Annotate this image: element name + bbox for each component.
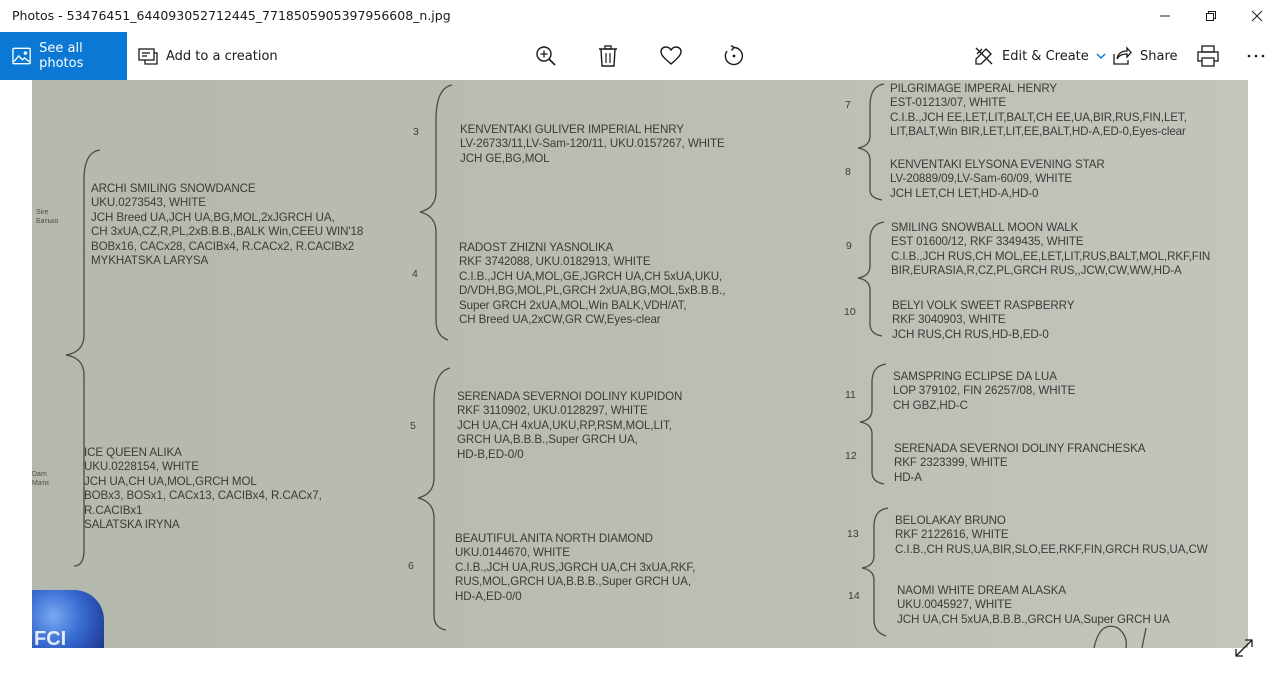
add-to-creation-icon <box>138 46 158 66</box>
entry-number: 6 <box>408 560 414 572</box>
entry-number: 8 <box>845 166 851 178</box>
close-icon <box>1251 10 1263 22</box>
more-options-button[interactable] <box>1242 42 1270 70</box>
delete-button[interactable] <box>594 42 622 70</box>
restore-icon <box>1205 10 1217 22</box>
great-grandparent-entry: SMILING SNOWBALL MOON WALK EST 01600/12, RKF 3349435, WHITE C.I.B.,JCH RUS,CH MOL,EE,LET,LIT,RUS,BALT,MOL,RKF,FIN BIR,EURASIA,R,CZ,PL,GRCH RUS,,JCW,CW,WW,HD-A <box>891 221 1211 278</box>
share-icon <box>1112 46 1132 66</box>
favorite-button[interactable] <box>657 42 685 70</box>
grandparent-entry: KENVENTAKI GULIVER IMPERIAL HENRY LV-26733/11,LV-Sam-120/11, UKU.0157267, WHITE JCH GE,BG,MOL <box>460 123 725 165</box>
expand-button[interactable] <box>1232 636 1256 660</box>
add-to-creation-button[interactable] <box>138 32 278 80</box>
entry-number: 5 <box>410 420 416 432</box>
great-grandparent-entry: SAMSPRING ECLIPSE DA LUA LOP 379102, FIN 26257/08, WHITE CH GBZ,HD-C <box>893 370 1076 412</box>
dam-side-label: Dam Мати <box>32 471 49 487</box>
sire-entry: ARCHI SMILING SNOWDANCE UKU.0273543, WHITE JCH Breed UA,JCH UA,BG,MOL,2xJGRCH UA, CH 3xUA,CZ,R,PL,2xB.B.B.,BALK Win,CEEU WIN'18 BOBx16, CACx28, CACIBx4, R.CACx2, R.CACIBx2 MYKHATSKA LARYSA <box>91 182 364 268</box>
toolbar <box>0 32 1280 80</box>
great-grandparent-entry: BELYI VOLK SWEET RASPBERRY RKF 3040903, WHITE JCH RUS,CH RUS,HD-B,ED-0 <box>892 299 1075 341</box>
print-icon <box>1197 45 1219 67</box>
rotate-button[interactable] <box>720 42 748 70</box>
grandparent-entry: SERENADA SEVERNOI DOLINY KUPIDON RKF 3110902, UKU.0128297, WHITE JCH UA,CH 4xUA,UKU,RP,RSM,MOL,LIT, GRCH UA,B.B.B.,Super GRCH UA, HD-B,ED-0/0 <box>457 390 683 461</box>
minimize-icon <box>1159 10 1171 22</box>
great-grandparent-entry: SERENADA SEVERNOI DOLINY FRANCHESKA RKF 2323399, WHITE HD-A <box>894 442 1146 484</box>
sire-side-label: Sire Батько <box>36 209 59 225</box>
entry-number: 7 <box>845 99 851 111</box>
minimize-button[interactable] <box>1142 0 1188 32</box>
entry-number: 12 <box>845 450 857 462</box>
close-button[interactable] <box>1234 0 1280 32</box>
edit-create-label: Edit & Create <box>1002 48 1089 64</box>
share-label: Share <box>1140 48 1178 64</box>
dam-entry: ICE QUEEN ALIKA UKU.0228154, WHITE JCH UA,CH UA,MOL,GRCH MOL BOBx3, BOSx1, CACx13, CACIBx4, R.CACx7, R.CACIBx1 SALATSKA IRYNA <box>84 446 322 532</box>
edit-create-icon <box>974 46 994 66</box>
fci-seal-text: FCI <box>34 628 67 648</box>
more-icon <box>1247 54 1265 58</box>
entry-number: 13 <box>847 528 859 540</box>
edit-create-button[interactable] <box>974 32 1106 80</box>
see-all-photos-button[interactable] <box>0 32 127 80</box>
add-to-creation-label: Add to a creation <box>166 48 278 64</box>
restore-button[interactable] <box>1188 0 1234 32</box>
window-title: Photos - 53476451_644093052712445_7718505905397956608_n.jpg <box>12 8 451 23</box>
grandparent-entry: RADOST ZHIZNI YASNOLIKA RKF 3742088, UKU.0182913, WHITE C.I.B.,JCH UA,MOL,GE,JGRCH UA,CH 5xUA,UKU, D/VDH,BG,MOL,PL,GRCH 2xUA,BG,MOL,5xB.B.B., Super GRCH 2xUA,MOL,Win BALK,VDH/AT, CH Breed UA,2xCW,GR CW,Eyes-clear <box>459 241 726 327</box>
zoom-in-button[interactable] <box>532 42 560 70</box>
expand-icon <box>1232 636 1256 660</box>
rotate-icon <box>723 45 745 67</box>
great-grandparent-entry: BELOLAKAY BRUNO RKF 2122616, WHITE C.I.B.,CH RUS,UA,BIR,SLO,EE,RKF,FIN,GRCH RUS,UA,CW <box>895 514 1208 556</box>
delete-icon <box>598 45 618 67</box>
great-grandparent-entry: NAOMI WHITE DREAM ALASKA UKU.0045927, WHITE JCH UA,CH 5xUA,B.B.B.,GRCH UA,Super GRCH UA <box>897 584 1170 626</box>
grandparent-entry: BEAUTIFUL ANITA NORTH DIAMOND UKU.0144670, WHITE C.I.B.,JCH UA,RUS,JGRCH UA,CH 3xUA,RKF, RUS,MOL,GRCH UA,B.B.B.,Super GRCH UA, HD-A,ED-0/0 <box>455 532 696 603</box>
entry-number: 9 <box>846 240 852 252</box>
fci-seal-image <box>32 590 104 648</box>
photos-icon <box>12 46 31 66</box>
entry-number: 3 <box>413 126 419 138</box>
share-button[interactable] <box>1112 32 1178 80</box>
zoom-in-icon <box>535 45 557 67</box>
heart-icon <box>660 46 682 66</box>
entry-number: 10 <box>844 306 856 318</box>
photo-viewer[interactable] <box>32 80 1248 648</box>
great-grandparent-entry: PILGRIMAGE IMPERAL HENRY EST-01213/07, WHITE C.I.B.,JCH EE,LET,LIT,BALT,CH EE,UA,BIR,RUS,FIN,LET, LIT,BALT,Win BIR,LET,LIT,EE,BALT,HD-A,ED-0,Eyes-clear <box>890 82 1187 139</box>
great-grandparent-entry: KENVENTAKI ELYSONA EVENING STAR LV-20889/09,LV-Sam-60/09, WHITE JCH LET,CH LET,HD-A,HD-0 <box>890 158 1105 200</box>
entry-number: 4 <box>412 268 418 280</box>
entry-number: 11 <box>845 389 856 401</box>
see-all-photos-label: See all photos <box>39 41 84 71</box>
print-button[interactable] <box>1194 42 1222 70</box>
entry-number: 14 <box>848 590 860 602</box>
title-bar <box>0 0 1280 32</box>
chevron-down-icon <box>1096 52 1106 60</box>
